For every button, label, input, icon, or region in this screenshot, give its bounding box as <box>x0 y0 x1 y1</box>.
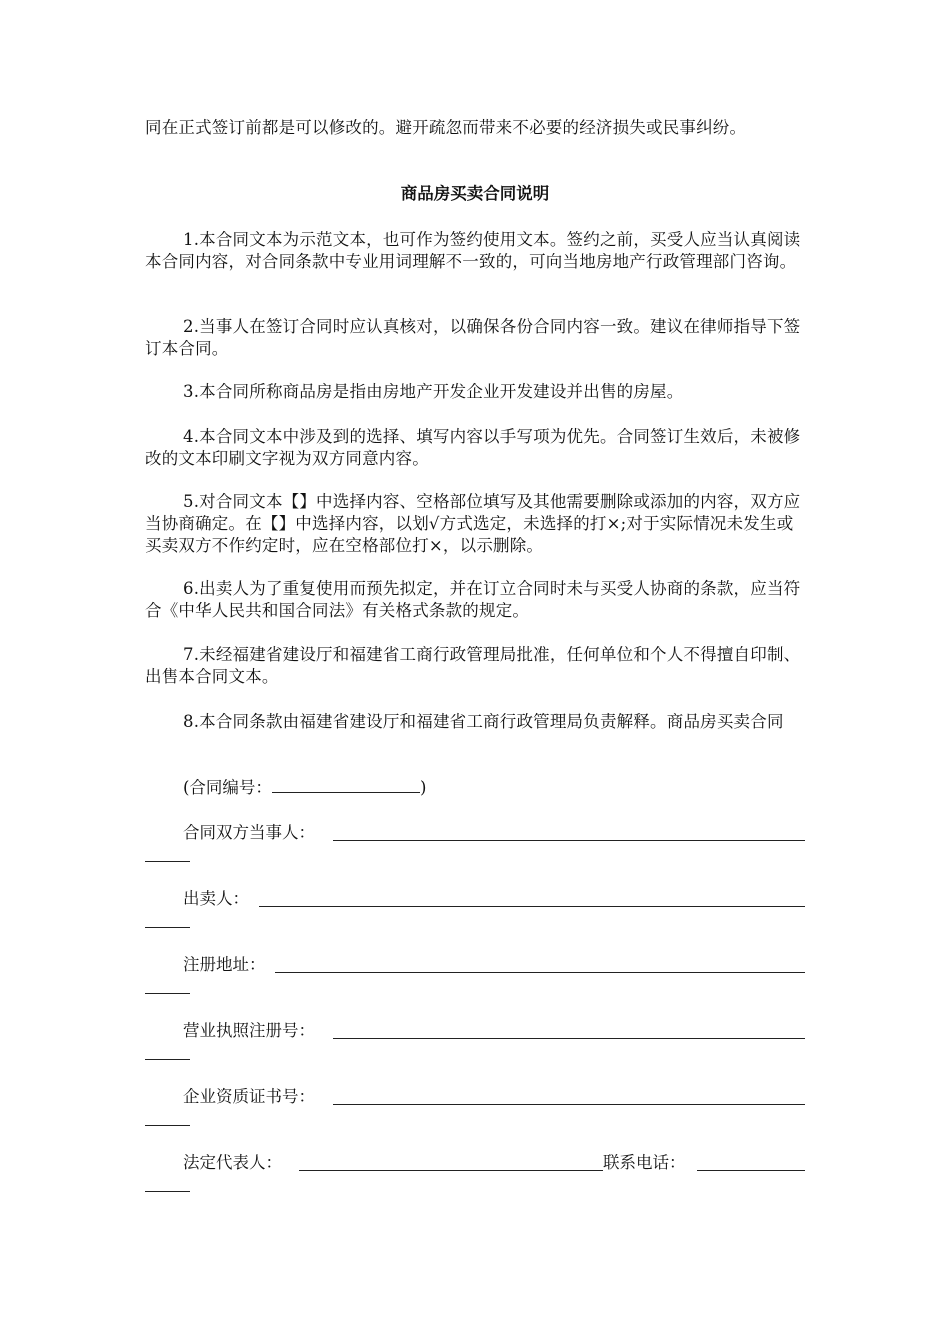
legal-rep-label: 法定代表人： <box>183 1153 282 1172</box>
contract-number-blank[interactable] <box>272 778 420 793</box>
intro-paragraph: 同在正式签订前都是可以修改的。避开疏忽而带来不必要的经济损失或民事纠纷。 <box>145 118 747 137</box>
seller-label: 出卖人： <box>183 889 249 908</box>
license-blank-tail <box>145 1059 190 1060</box>
legal-rep-blank[interactable] <box>299 1170 603 1171</box>
address-blank[interactable] <box>275 972 805 973</box>
contract-number-close: ) <box>419 778 427 797</box>
license-blank[interactable] <box>333 1038 805 1039</box>
parties-blank[interactable] <box>333 840 805 841</box>
address-blank-tail <box>145 993 190 994</box>
parties-label: 合同双方当事人： <box>183 823 315 842</box>
phone-blank-tail <box>145 1191 190 1192</box>
item-8: 8.本合同条款由福建省建设厅和福建省工商行政管理局负责解释。商品房买卖合同 <box>183 712 784 731</box>
item-7: 7.未经福建省建设厅和福建省工商行政管理局批准，任何单位和个人不得擅自印制、出售本合同文本。 <box>145 645 801 686</box>
item-6: 6.出卖人为了重复使用而预先拟定，并在订立合同时未与买受人协商的条款，应当符合《中华人民共和国合同法》有关格式条款的规定。 <box>145 579 801 620</box>
seller-blank-tail <box>145 927 190 928</box>
item-1: 1.本合同文本为示范文本，也可作为签约使用文本。签约之前，买受人应当认真阅读本合同内容，对合同条款中专业用词理解不一致的，可向当地房地产行政管理部门咨询。 <box>145 230 801 271</box>
contract-number-row <box>183 777 426 799</box>
license-label: 营业执照注册号： <box>183 1021 315 1040</box>
qualification-blank[interactable] <box>333 1104 805 1105</box>
section-title: 商品房买卖合同说明 <box>400 184 550 203</box>
qualification-label: 企业资质证书号： <box>183 1087 315 1106</box>
phone-label: 联系电话： <box>603 1153 686 1172</box>
item-3: 3.本合同所称商品房是指由房地产开发企业开发建设并出售的房屋。 <box>183 382 684 401</box>
contract-number-label: (合同编号： <box>183 778 272 797</box>
seller-blank[interactable] <box>259 906 805 907</box>
parties-blank-tail <box>145 861 190 862</box>
address-label: 注册地址： <box>183 955 266 974</box>
item-5: 5.对合同文本【】中选择内容、空格部位填写及其他需要删除或添加的内容，双方应当协商确定。在【】中选择内容，以划√方式选定，未选择的打×;对于实际情况未发生或买卖双方不作约定时，应在空格部位打×，以示删除。 <box>145 492 801 555</box>
item-2: 2.当事人在签订合同时应认真核对，以确保各份合同内容一致。建议在律师指导下签订本合同。 <box>145 317 801 358</box>
item-4: 4.本合同文本中涉及到的选择、填写内容以手写项为优先。合同签订生效后，未被修改的文本印刷文字视为双方同意内容。 <box>145 427 801 468</box>
qualification-blank-tail <box>145 1125 190 1126</box>
phone-blank[interactable] <box>697 1170 805 1171</box>
